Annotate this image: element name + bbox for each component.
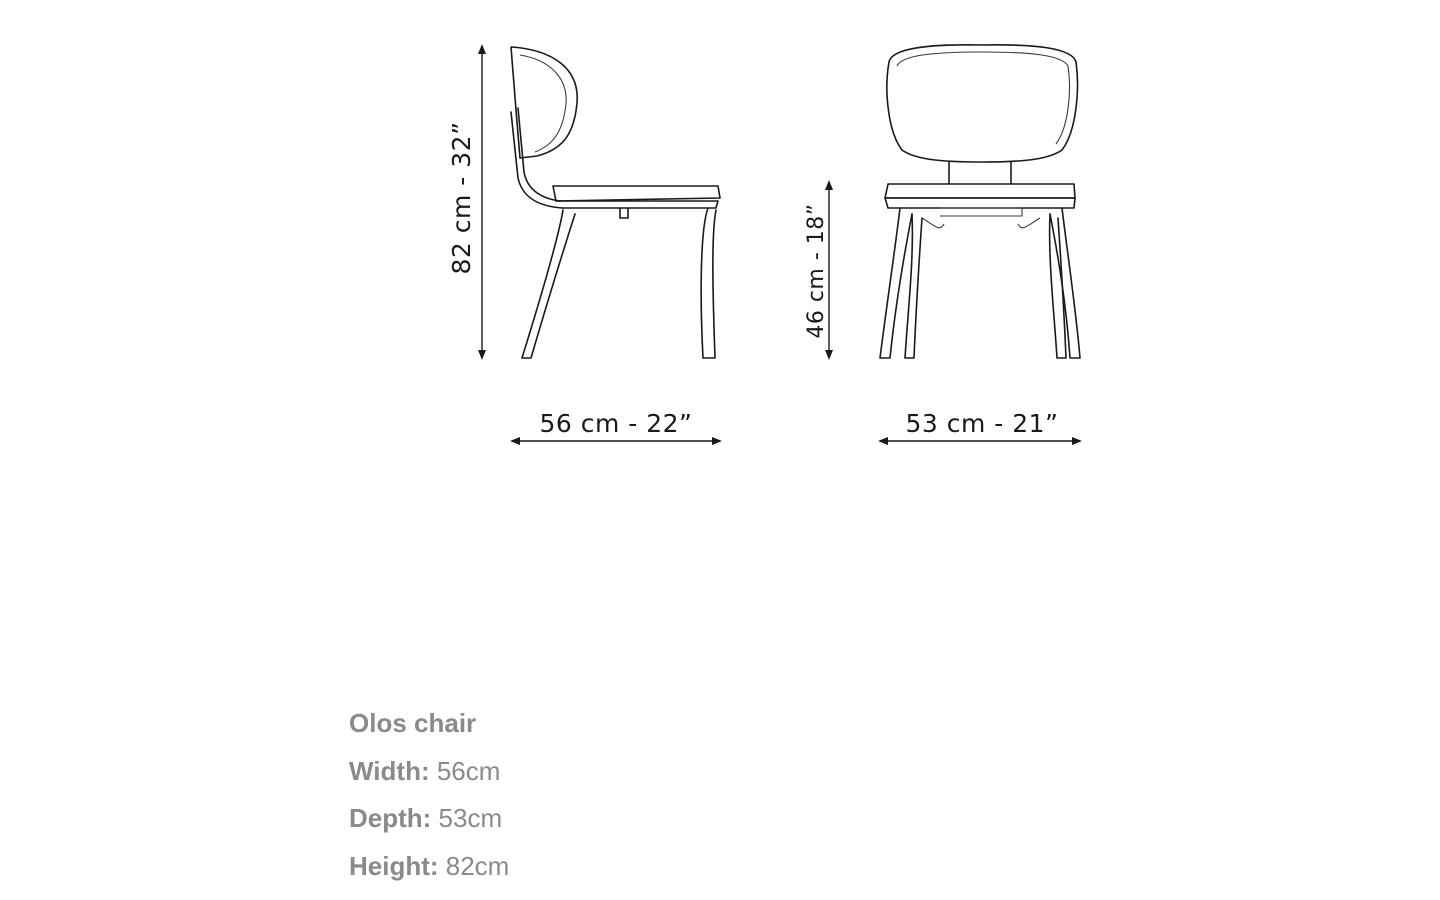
front-width-dimension: [878, 409, 1082, 445]
spec-height-value: 82cm: [445, 850, 510, 881]
front-seat-height-label: 46 cm - 18”: [804, 203, 829, 339]
spec-depth-key: Depth:: [349, 803, 439, 833]
spec-depth-value: 53cm: [438, 803, 503, 833]
side-width-dimension: [510, 409, 722, 445]
side-width-label: 56 cm - 22”: [539, 409, 693, 438]
chair-front-view: [880, 45, 1080, 358]
front-seat-height-dimension: [804, 180, 833, 360]
spec-width-value: 56cm: [436, 755, 501, 786]
front-width-label: 53 cm - 21”: [905, 409, 1059, 438]
spec-height-key: Height:: [349, 850, 446, 881]
product-title: Olos chair: [349, 708, 477, 738]
spec-height: [349, 843, 509, 891]
chair-side-view: [511, 47, 720, 358]
side-height-dimension: [447, 44, 486, 360]
spec-width: [349, 748, 509, 796]
spec-width-key: Width:: [349, 755, 437, 786]
product-specs: [349, 700, 509, 890]
side-height-label: 82 cm - 32”: [447, 121, 476, 275]
spec-depth: [349, 795, 509, 843]
